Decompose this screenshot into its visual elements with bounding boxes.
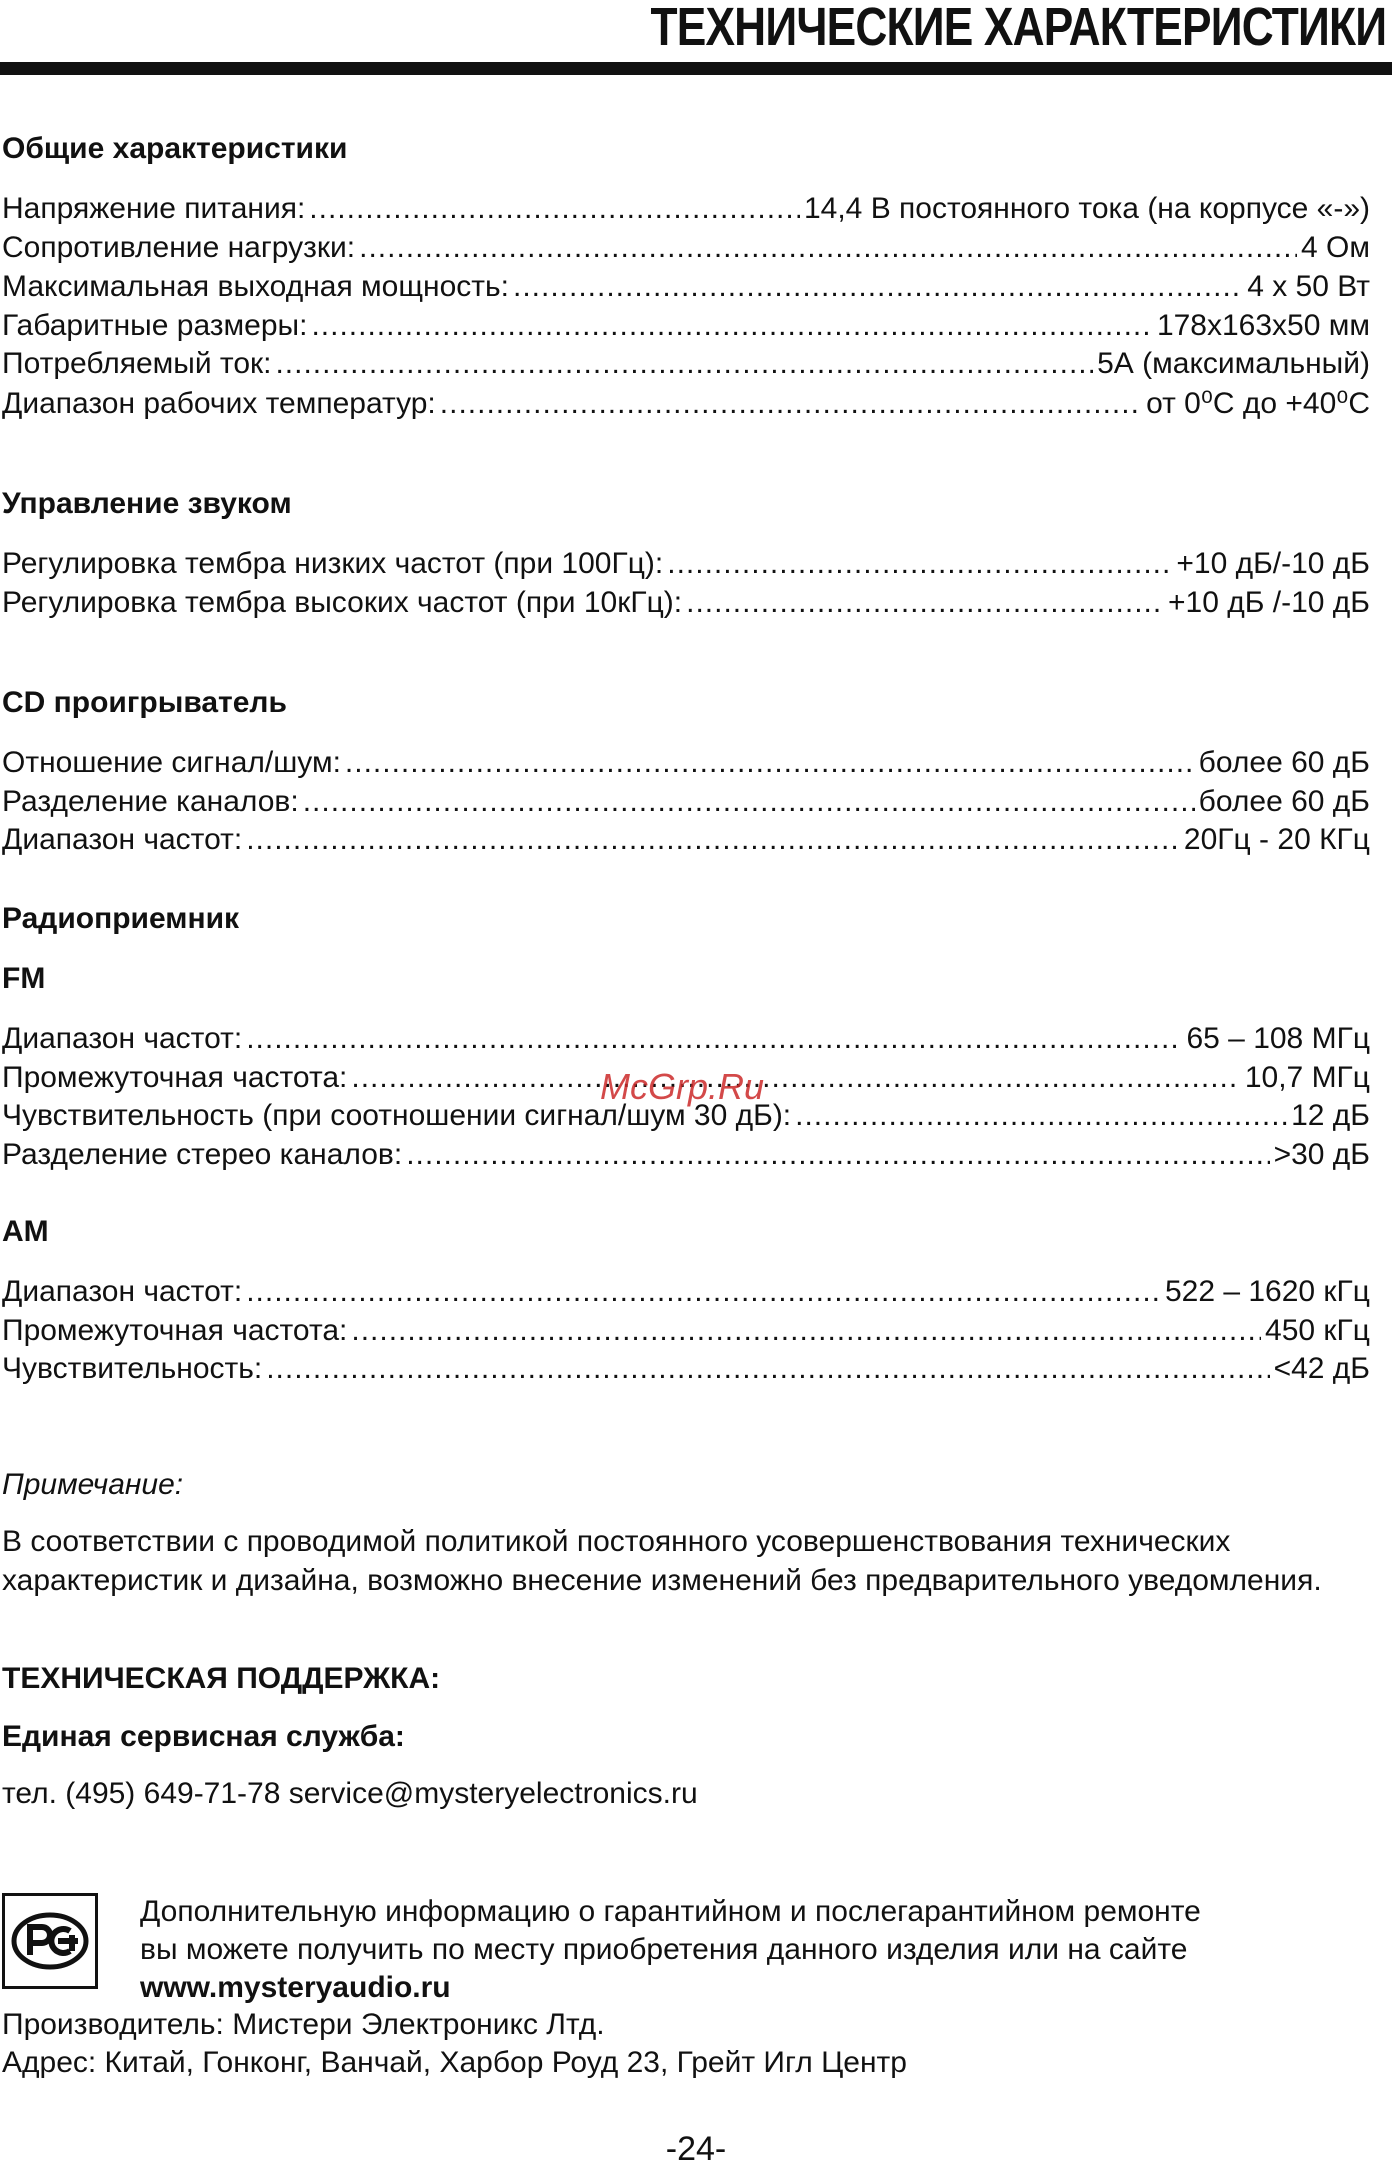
manufacturer-name: Производитель: Мистери Электроникс Лтд.	[2, 2008, 605, 2041]
spec-value: 5А (максимальный)	[1097, 347, 1370, 380]
spec-row	[2, 746, 1370, 784]
spec-label: Максимальная выходная мощность:	[2, 270, 509, 303]
spec-value: 14,4 В постоянного тока (на корпусе «-»)	[803, 192, 1370, 225]
warranty-url[interactable]: www.mysteryaudio.ru	[140, 1971, 451, 2004]
support-heading: ТЕХНИЧЕСКАЯ ПОДДЕРЖКА:	[2, 1662, 441, 1695]
watermark: McGrp.Ru	[600, 1066, 765, 1107]
spec-row	[2, 270, 1370, 308]
spec-value: 20Гц - 20 КГц	[1183, 823, 1370, 856]
section-heading-sound: Управление звуком	[2, 487, 292, 520]
dot-leader	[359, 231, 1297, 265]
warranty-info	[140, 1893, 1370, 2007]
note-text: В соответствии с проводимой политикой постоянного усовершенствования технических характеристик и дизайна, возможно внесение изменений без предварительного уведомления.	[2, 1525, 1322, 1597]
spec-row	[2, 785, 1370, 823]
certification-mark-icon	[2, 1893, 98, 1989]
dot-leader	[345, 746, 1195, 780]
dot-leader	[351, 1061, 1240, 1095]
spec-label: Регулировка тембра низких частот (при 100Гц):	[2, 547, 664, 580]
spec-label: Разделение каналов:	[2, 785, 299, 818]
spec-label: Отношение сигнал/шум:	[2, 746, 341, 779]
subsection-heading-fm: FM	[2, 962, 46, 995]
spec-label: Диапазон частот:	[2, 1022, 243, 1055]
dot-leader	[795, 1099, 1287, 1133]
spec-label: Разделение стерео каналов:	[2, 1138, 403, 1171]
dot-leader	[686, 586, 1164, 620]
spec-value: 4 Ом	[1301, 231, 1370, 264]
spec-value: <42 дБ	[1273, 1352, 1370, 1385]
support-contact: тел. (495) 649-71-78 service@mysteryelectronics.ru	[2, 1777, 698, 1810]
spec-row	[2, 347, 1370, 385]
spec-value: более 60 дБ	[1198, 785, 1370, 818]
spec-label: Промежуточная частота:	[2, 1314, 348, 1347]
spec-row	[2, 586, 1370, 624]
spec-label: Габаритные размеры:	[2, 309, 308, 342]
dot-leader	[311, 309, 1153, 343]
dot-leader	[440, 387, 1142, 421]
spec-label: Регулировка тембра высоких частот (при 10кГц):	[2, 586, 683, 619]
spec-row	[2, 547, 1370, 585]
spec-row	[2, 231, 1370, 269]
dot-leader	[513, 270, 1243, 304]
spec-row	[2, 192, 1370, 230]
spec-row	[2, 309, 1370, 347]
section-heading-cd: CD проигрыватель	[2, 686, 287, 719]
spec-label: Диапазон частот:	[2, 1275, 243, 1308]
section-heading-general: Общие характеристики	[2, 132, 348, 165]
dot-leader	[309, 192, 800, 226]
spec-label: Сопротивление нагрузки:	[2, 231, 356, 264]
spec-value: более 60 дБ	[1198, 746, 1370, 779]
spec-value: +10 дБ /-10 дБ	[1168, 586, 1370, 619]
spec-value: +10 дБ/-10 дБ	[1176, 547, 1370, 580]
spec-row	[2, 1022, 1370, 1060]
warranty-line-2: вы можете получить по месту приобретения данного изделия или на сайте	[140, 1933, 1188, 1966]
note-label: Примечание:	[2, 1468, 184, 1501]
dot-leader	[351, 1314, 1261, 1348]
service-heading: Единая сервисная служба:	[2, 1720, 405, 1753]
spec-value: от 0⁰С до +40⁰С	[1146, 387, 1370, 420]
subsection-heading-am: AM	[2, 1215, 49, 1248]
spec-value: 12 дБ	[1291, 1099, 1370, 1132]
spec-row	[2, 823, 1370, 861]
dot-leader	[303, 785, 1195, 819]
page-title: ТЕХНИЧЕСКИЕ ХАРАКТЕРИСТИКИ	[650, 0, 1386, 57]
spec-row	[2, 1314, 1370, 1352]
dot-leader	[667, 547, 1172, 581]
dot-leader	[246, 1022, 1182, 1056]
dot-leader	[266, 1352, 1269, 1386]
dot-leader	[246, 823, 1180, 857]
spec-row	[2, 1275, 1370, 1313]
spec-value: 522 – 1620 кГц	[1164, 1275, 1370, 1308]
spec-label: Потребляемый ток:	[2, 347, 272, 380]
dot-leader	[246, 1275, 1161, 1309]
spec-value: 65 – 108 МГц	[1186, 1022, 1370, 1055]
section-heading-radio: Радиоприемник	[2, 902, 240, 935]
spec-value: 450 кГц	[1265, 1314, 1370, 1347]
spec-value: 4 х 50 Вт	[1247, 270, 1370, 303]
dot-leader	[275, 347, 1093, 381]
page-number: -24-	[665, 2130, 727, 2168]
spec-label: Чувствительность:	[2, 1352, 263, 1385]
title-underline-bar	[0, 62, 1392, 75]
spec-label: Промежуточная частота:	[2, 1061, 348, 1094]
pct-logo-icon	[10, 1911, 90, 1971]
manufacturer-address: Адрес: Китай, Гонконг, Ванчай, Харбор Роуд 23, Грейт Игл Центр	[2, 2046, 907, 2079]
spec-value: >30 дБ	[1273, 1138, 1370, 1171]
spec-value: 10,7 МГц	[1244, 1061, 1370, 1094]
warranty-line-1: Дополнительную информацию о гарантийном и послегарантийном ремонте	[140, 1895, 1201, 1928]
spec-label: Напряжение питания:	[2, 192, 306, 225]
spec-row	[2, 1138, 1370, 1176]
spec-label: Чувствительность (при соотношении сигнал/шум 30 дБ):	[2, 1099, 792, 1132]
spec-label: Диапазон рабочих температур:	[2, 387, 436, 420]
spec-row	[2, 1352, 1370, 1390]
spec-label: Диапазон частот:	[2, 823, 243, 856]
spec-value: 178х163х50 мм	[1156, 309, 1370, 342]
spec-row	[2, 386, 1370, 424]
dot-leader	[406, 1138, 1269, 1172]
